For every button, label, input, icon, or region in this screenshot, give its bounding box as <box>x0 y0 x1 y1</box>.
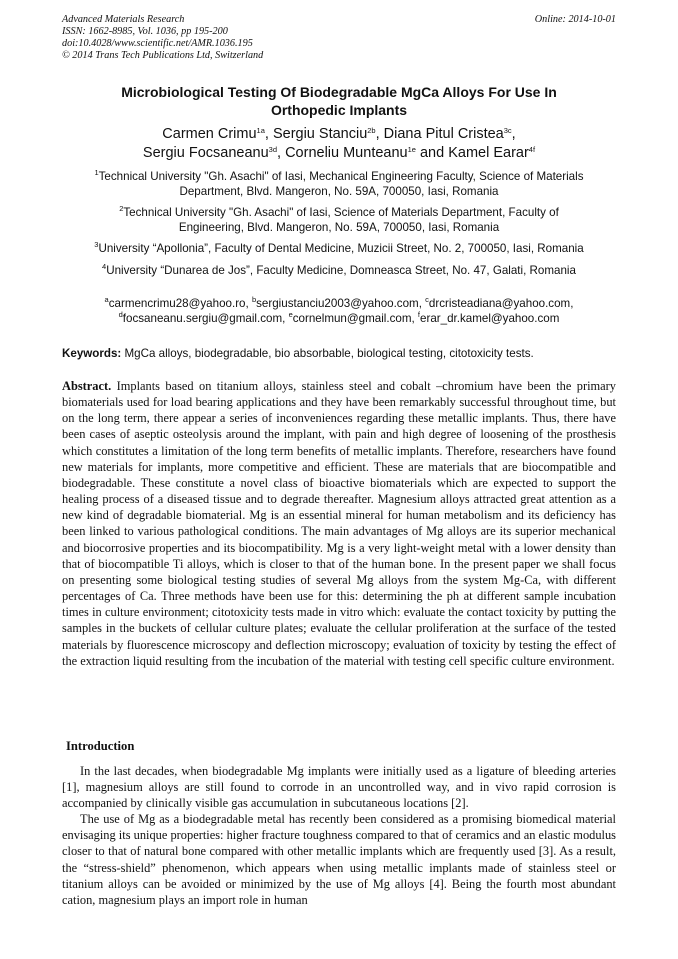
title-line-2: Orthopedic Implants <box>270 102 408 118</box>
keywords-line <box>62 347 616 361</box>
email-address: cornelmun@gmail.com, <box>292 312 418 325</box>
author-separator: , <box>264 126 273 142</box>
author-name: Sergiu Focsaneanu <box>142 145 269 161</box>
body-paragraph: The use of Mg as a biodegradable metal has recently been considered as a promising biomedical material envisaging its unique properties: higher fracture toughness compared to that of ceramics and an elastic modulus closer to that of natural bone compared with other metallic implants which are frequently used [3]. As a result, the “stress-shield” phenomenon, which appears when using metallic implants made of stainless steel or titanium alloys can be avoided or minimized by the use of Mg alloys [4]. Being the fourth most abundant cation, magnesium plays an import role in human <box>62 812 616 907</box>
affiliation-text: Technical University "Gh. Asachi" of Iasi, Science of Materials Department, Faculty of <box>123 206 559 219</box>
author-name: Sergiu Stanciu <box>272 126 368 142</box>
email-address: carmencrimu28@yahoo.ro, <box>108 297 252 310</box>
doi-line: doi:10.4028/www.scientific.net/AMR.1036.195 <box>62 38 253 49</box>
author-separator: , <box>375 126 384 142</box>
author-name: Corneliu Munteanu <box>285 145 408 161</box>
title-line-1: Microbiological Testing Of Biodegradable MgCa Alloys For Use In <box>121 84 557 100</box>
abstract-paragraph <box>62 378 616 669</box>
affiliation-list <box>62 170 616 285</box>
author-name: Carmen Crimu <box>162 126 257 142</box>
email-list <box>62 296 616 326</box>
copyright-line: © 2014 Trans Tech Publications Ltd, Switzerland <box>62 50 264 61</box>
affiliation-mark: 4 <box>102 261 107 271</box>
author-affil-mark: 3d <box>268 145 278 154</box>
journal-name: Advanced Materials Research <box>62 14 185 25</box>
author-affil-mark: 2b <box>367 126 376 135</box>
author-list <box>62 125 616 163</box>
affiliation-1 <box>62 170 616 199</box>
email-mark: f <box>417 310 421 319</box>
body-paragraph: In the last decades, when biodegradable Mg implants were initially used as a ligature of bleeding arteries [1], magnesium alloys are still found to corrode in an uncontrolled way, and in vivo rapid corrosion is accompanied by clinically visible gas accumulation in subcutaneous locations [2]. <box>62 764 616 811</box>
paper-title <box>62 83 616 119</box>
email-address: erar_dr.kamel@yahoo.com <box>420 312 560 325</box>
email-line-1 <box>62 296 616 311</box>
author-separator: , <box>277 145 286 161</box>
email-mark: e <box>288 310 293 319</box>
email-address: sergiustanciu2003@yahoo.com, <box>256 297 426 310</box>
email-mark: c <box>425 295 429 304</box>
author-affil-mark: 4f <box>528 145 536 154</box>
author-name: Kamel Earar <box>448 145 529 161</box>
introduction-body <box>62 763 616 908</box>
author-line-2 <box>62 144 616 163</box>
affiliation-3 <box>62 242 616 257</box>
affiliation-4 <box>62 261 616 279</box>
abstract-text: Implants based on titanium alloys, stainless steel and cobalt –chromium have been the primary biomaterials used for load bearing applications and they have been remarkably successful throughout time, but on the long term, there appear a series of inconveniences regarding these metallic implants. Thus, there have been cases of aseptic osteolysis around the implant, with pain and high degree of loosening of the prosthesis which constitutes a limitation of the long term benefits of metallic implants. Therefore, researchers have found new materials for implants, more competitive and efficient. These are materials that are biocompatible and biodegradable. These constitute a novel class of bioactive biomaterials which are expected to support the healing process of a diseased tissue and to degrade thereafter. Magnesium alloys attracted great attention as a new kind of degradable biomaterial. Mg is an essential mineral for human metabolism and its deficiency has been linked to various pathological conditions. The main advantages of Mg alloys are its superior mechanical and biocorrosive properties and its biocompatibility. Mg is a very light-weight metal with a lower density than that of biocompatible Ti alloys, which is closer to that of the human bone. In the present paper we shall focus on presenting some biological testing studies of several Mg alloys from the system Mg-Ca, with different percentages of Ca. Three methods have been use for this: determining the ph at different sample incubation times in culture environment; citotoxicity tests made in vitro which: evaluate the contact toxicity by putting the samples in the buckets of cellular culture plates; evaluate the cellular proliferation at the surface of the tested materials by fluorescence microscopy and deflection microscopy; evaluation of toxicity by testing the effect of the extraction liquid resulting from the incubation of the material with testing cell specific culture environment. <box>62 379 616 668</box>
author-separator: and <box>415 145 449 161</box>
abstract-label: Abstract. <box>62 379 112 393</box>
issn-line: ISSN: 1662-8985, Vol. 1036, pp 195-200 <box>62 26 228 37</box>
email-address: drcristeadiana@yahoo.com, <box>428 297 574 310</box>
section-heading-introduction: Introduction <box>66 739 135 753</box>
affiliation-mark: 1 <box>94 168 99 177</box>
affiliation-text: Department, Blvd. Mangeron, No. 59A, 700050, Iasi, Romania <box>179 184 499 198</box>
affiliation-text: Technical University "Gh. Asachi" of Iasi, Mechanical Engineering Faculty, Science of Materials <box>98 170 584 183</box>
author-affil-mark: 3c <box>503 126 512 135</box>
affiliation-mark: 3 <box>94 240 99 249</box>
affiliation-mark: 2 <box>119 204 124 213</box>
keywords-text: MgCa alloys, biodegradable, bio absorbable, biological testing, citotoxicity tests. <box>121 347 534 360</box>
online-date: Online: 2014-10-01 <box>534 14 616 25</box>
email-mark: a <box>104 295 109 304</box>
affiliation-text: University “Dunarea de Jos”, Faculty Medicine, Domneasca Street, No. 47, Galati, Romania <box>106 263 576 277</box>
email-address: focsaneanu.sergiu@gmail.com, <box>122 312 289 325</box>
affiliation-2 <box>62 206 616 235</box>
affiliation-text: University “Apollonia”, Faculty of Dental Medicine, Muzicii Street, No. 2, 700050, Iasi, Romania <box>98 242 584 255</box>
author-name: Diana Pitul Cristea <box>383 126 504 142</box>
email-mark: b <box>251 295 257 304</box>
keywords-label: Keywords: <box>62 347 122 360</box>
email-line-2 <box>62 311 616 326</box>
author-separator: , <box>511 126 516 142</box>
author-affil-mark: 1a <box>256 126 265 135</box>
affiliation-text: Engineering, Blvd. Mangeron, No. 59A, 700050, Iasi, Romania <box>178 220 500 234</box>
author-line-1 <box>62 125 616 144</box>
author-affil-mark: 1e <box>407 145 416 154</box>
journal-header <box>62 14 616 62</box>
email-mark: d <box>118 310 123 319</box>
